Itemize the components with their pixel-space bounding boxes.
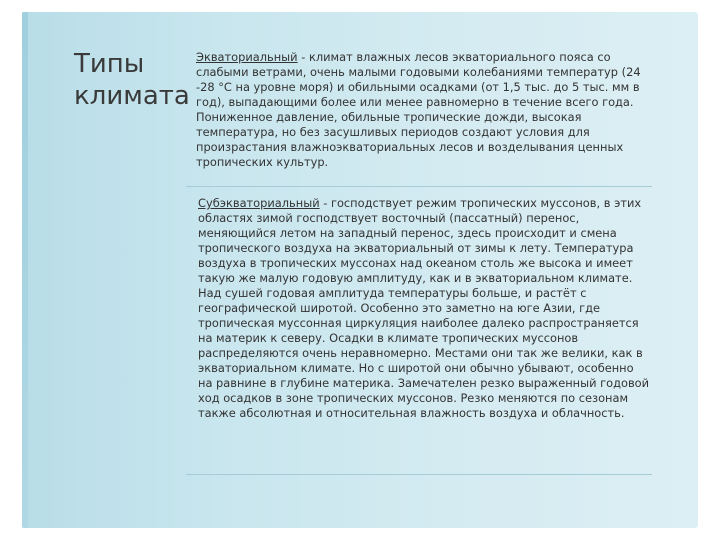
text-equatorial: - климат влажных лесов экваториального пояса со слабыми ветрами, очень малыми годовыми колебаниями температур (24 -28 °С на уровне моря) и обильными осадками (от 1,5 тыс. до 5 тыс. мм в год), выпадающими более или менее равномерно в течение всего года. Пониженное давление, обильные тропические дожди, высокая температура, но без засушливых периодов создают условия для произрастания влажноэкваториальных лесов и возделывания ценных тропических культур.	[196, 50, 641, 169]
slide-accent-strip	[22, 12, 28, 528]
text-subequatorial: - господствует режим тропических муссонов, в этих областях зимой господствует восточный (пассатный) перенос, меняющийся летом на западный перенос, здесь происходит и смена тропического воздуха на экваториальный от зимы к лету. Температура воздуха в тропических муссонах над океаном столь же высока и имеет такую же малую годовую амплитуду, как и в экваториальном климате. Над сушей годовая амплитуда температуры больше, и растёт с географической широтой. Особенно это заметно на юге Азии, где тропическая муссонная циркуляция наиболее далеко распространяется на материк к северу. Осадки в климате тропических муссонов распределяются очень неравномерно. Местами они так же велики, как в экваториальном климате. Но с широтой они обычно убывают, особенно на равнине в глубине материка. Замечателен резко выраженный годовой ход осадков в зоне тропических муссонов. Резко меняются по сезонам также абсолютная и относительная влажность воздуха и облачность.	[198, 196, 650, 420]
paragraph-subequatorial	[198, 196, 650, 421]
slide-title-line2: климата	[74, 81, 190, 111]
term-equatorial: Экваториальный	[196, 50, 298, 64]
slide-title	[74, 48, 190, 112]
term-subequatorial: Субэкваториальный	[198, 196, 320, 210]
slide-title-line1: Типы	[74, 49, 145, 79]
divider-line-bottom	[186, 474, 652, 475]
content-block-equatorial	[196, 50, 652, 170]
divider-line	[186, 186, 652, 187]
paragraph-equatorial	[196, 50, 652, 170]
